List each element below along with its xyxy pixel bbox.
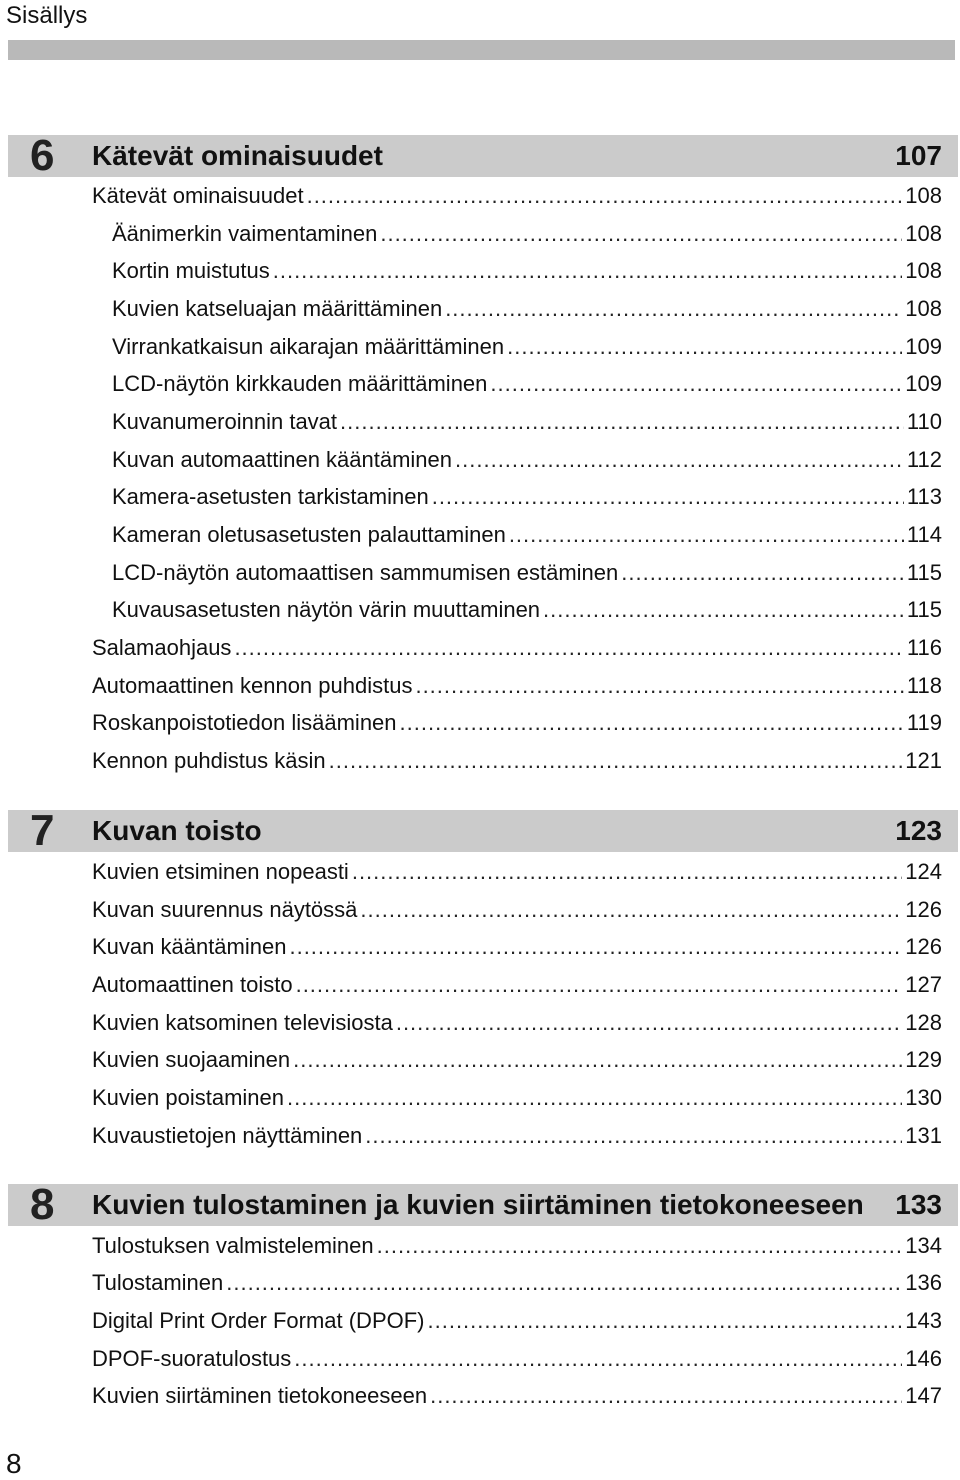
toc-subentry[interactable]	[112, 557, 942, 587]
chapter-number: 7	[30, 806, 55, 855]
toc-entry-label: Kätevät ominaisuudet	[92, 183, 304, 208]
dot-leader	[490, 370, 902, 398]
toc-entry-page: 126	[905, 934, 942, 959]
toc-entry[interactable]	[92, 1044, 942, 1074]
toc-entry-label: Kuvaustietojen näyttäminen	[92, 1123, 363, 1148]
page-number: 8	[6, 1448, 22, 1479]
toc-entry-page: 108	[905, 221, 942, 246]
toc-entry-label: Tulostuksen valmisteleminen	[92, 1233, 374, 1258]
toc-entry-label: Kuvien poistaminen	[92, 1085, 285, 1110]
toc-entry-page: 126	[905, 897, 942, 922]
toc-entry[interactable]	[92, 931, 942, 961]
toc-entry-page: 121	[905, 748, 942, 773]
dot-leader	[289, 933, 902, 961]
toc-entry-label: Salamaohjaus	[92, 635, 232, 660]
toc-entry-page: 112	[906, 447, 942, 472]
dot-leader	[380, 220, 902, 248]
toc-entry[interactable]	[92, 1007, 942, 1037]
toc-subentry[interactable]	[112, 406, 942, 436]
toc-entry-page: 108	[905, 296, 942, 321]
toc-entry-page: 108	[905, 183, 942, 208]
dot-leader	[273, 257, 903, 285]
dot-leader	[352, 858, 902, 886]
dot-leader	[329, 747, 903, 775]
toc-entry-page: 113	[906, 484, 942, 509]
toc-entry-label: Digital Print Order Format (DPOF)	[92, 1308, 425, 1333]
dot-leader	[400, 709, 904, 737]
toc-entry-page: 109	[905, 371, 942, 396]
toc-entry-label: Kuvan kääntäminen	[92, 934, 287, 959]
toc-entry-label: Kuvien katseluajan määrittäminen	[112, 296, 443, 321]
dot-leader	[507, 333, 902, 361]
chapter-page: 133	[895, 1189, 942, 1220]
dot-leader	[430, 1382, 902, 1410]
toc-entry-page: 108	[905, 258, 942, 283]
toc-entry-page: 131	[905, 1123, 942, 1148]
dot-leader	[509, 521, 904, 549]
page-header-title: Sisällys	[6, 2, 88, 29]
toc-entry-label: Automaattinen toisto	[92, 972, 293, 997]
chapter-page: 107	[895, 140, 942, 171]
dot-leader	[445, 295, 902, 323]
toc-entry[interactable]	[92, 1305, 942, 1335]
toc-entry[interactable]	[92, 180, 942, 210]
chapter-title: Kuvien tulostaminen ja kuvien siirtäminen tietokoneeseen	[92, 1189, 864, 1220]
toc-entry-label: Kortin muistutus	[112, 258, 270, 283]
toc-entry[interactable]	[92, 632, 942, 662]
toc-entry-page: 114	[906, 522, 942, 547]
toc-entry-label: Kuvan suurennus näytössä	[92, 897, 358, 922]
toc-subentry[interactable]	[112, 594, 942, 624]
chapter-number: 6	[30, 131, 55, 180]
dot-leader	[543, 596, 904, 624]
toc-entry[interactable]	[92, 1082, 942, 1112]
toc-entry-label: Kameran oletusasetusten palauttaminen	[112, 522, 506, 547]
dot-leader	[226, 1269, 902, 1297]
toc-entry-page: 128	[905, 1010, 942, 1035]
dot-leader	[396, 1009, 902, 1037]
dot-leader	[377, 1232, 903, 1260]
dot-leader	[293, 1046, 902, 1074]
toc-entry[interactable]	[92, 1380, 942, 1410]
toc-entry-label: Tulostaminen	[92, 1270, 224, 1295]
toc-subentry[interactable]	[112, 218, 942, 248]
toc-entry-page: 116	[906, 635, 942, 660]
dot-leader	[296, 971, 903, 999]
toc-entry[interactable]	[92, 894, 942, 924]
toc-entry-label: LCD-näytön kirkkauden määrittäminen	[112, 371, 488, 396]
toc-entry-page: 110	[906, 409, 942, 434]
dot-leader	[455, 446, 904, 474]
dot-leader	[415, 672, 903, 700]
toc-entry-page: 130	[905, 1085, 942, 1110]
toc-subentry[interactable]	[112, 368, 942, 398]
chapter-8-heading[interactable]	[8, 1180, 958, 1229]
toc-entry-page: 134	[905, 1233, 942, 1258]
toc-entry[interactable]	[92, 856, 942, 886]
chapter-6-heading[interactable]	[8, 131, 958, 180]
chapter-title: Kuvan toisto	[92, 815, 262, 846]
chapter-page: 123	[895, 815, 942, 846]
toc-entry-page: 146	[905, 1346, 942, 1371]
header-divider	[8, 40, 955, 60]
toc-entry[interactable]	[92, 745, 942, 775]
toc-subentry[interactable]	[112, 255, 942, 285]
toc-entry-page: 118	[906, 673, 942, 698]
toc-entry-label: Kuvien katsominen televisiosta	[92, 1010, 393, 1035]
toc-entry-page: 115	[906, 560, 942, 585]
toc-entry-label: Äänimerkin vaimentaminen	[112, 221, 378, 246]
dot-leader	[360, 896, 902, 924]
toc-entry[interactable]	[92, 1267, 942, 1297]
toc-entry[interactable]	[92, 969, 942, 999]
toc-entry-label: DPOF-suoratulostus	[92, 1346, 292, 1371]
dot-leader	[432, 483, 904, 511]
toc-entry-page: 129	[905, 1047, 942, 1072]
toc-entry-page: 124	[905, 859, 942, 884]
dot-leader	[365, 1122, 902, 1150]
dot-leader	[428, 1307, 903, 1335]
toc-entry[interactable]	[92, 670, 942, 700]
dot-leader	[621, 559, 904, 587]
dot-leader	[294, 1345, 902, 1373]
toc-entry-label: LCD-näytön automaattisen sammumisen estäminen	[112, 560, 619, 585]
toc-subentry[interactable]	[112, 331, 942, 361]
toc-entry[interactable]	[92, 1120, 942, 1150]
toc-entry-page: 109	[905, 334, 942, 359]
toc-entry-page: 143	[905, 1308, 942, 1333]
toc-entry-label: Kuvien etsiminen nopeasti	[92, 859, 349, 884]
toc-entry-label: Kennon puhdistus käsin	[92, 748, 326, 773]
toc-entry-page: 119	[906, 710, 942, 735]
chapter-number: 8	[30, 1180, 55, 1229]
toc-entry[interactable]	[92, 1343, 942, 1373]
toc-entry-label: Kuvien suojaaminen	[92, 1047, 291, 1072]
toc-entry[interactable]	[92, 1230, 942, 1260]
toc-entry-label: Kamera-asetusten tarkistaminen	[112, 484, 429, 509]
toc-entry-label: Kuvausasetusten näytön värin muuttaminen	[112, 597, 541, 622]
toc-entry-label: Automaattinen kennon puhdistus	[92, 673, 413, 698]
toc-entry-label: Kuvien siirtäminen tietokoneeseen	[92, 1383, 428, 1408]
chapter-7-heading[interactable]	[8, 806, 958, 855]
dot-leader	[234, 634, 903, 662]
toc-entry-label: Virrankatkaisun aikarajan määrittäminen	[112, 334, 505, 359]
toc-entry-label: Roskanpoistotiedon lisääminen	[92, 710, 397, 735]
toc-entry[interactable]	[92, 707, 942, 737]
toc-subentry[interactable]	[112, 444, 942, 474]
toc-entry-label: Kuvanumeroinnin tavat	[112, 409, 338, 434]
dot-leader	[340, 408, 904, 436]
toc-entry-page: 136	[905, 1270, 942, 1295]
toc-entry-page: 115	[906, 597, 942, 622]
toc-subentry[interactable]	[112, 293, 942, 323]
toc-subentry[interactable]	[112, 519, 942, 549]
toc-subentry[interactable]	[112, 481, 942, 511]
toc-entry-page: 147	[905, 1383, 942, 1408]
toc-entry-page: 127	[905, 972, 942, 997]
toc-entry-label: Kuvan automaattinen kääntäminen	[112, 447, 453, 472]
dot-leader	[287, 1084, 902, 1112]
chapter-title: Kätevät ominaisuudet	[92, 140, 383, 171]
dot-leader	[307, 182, 903, 210]
